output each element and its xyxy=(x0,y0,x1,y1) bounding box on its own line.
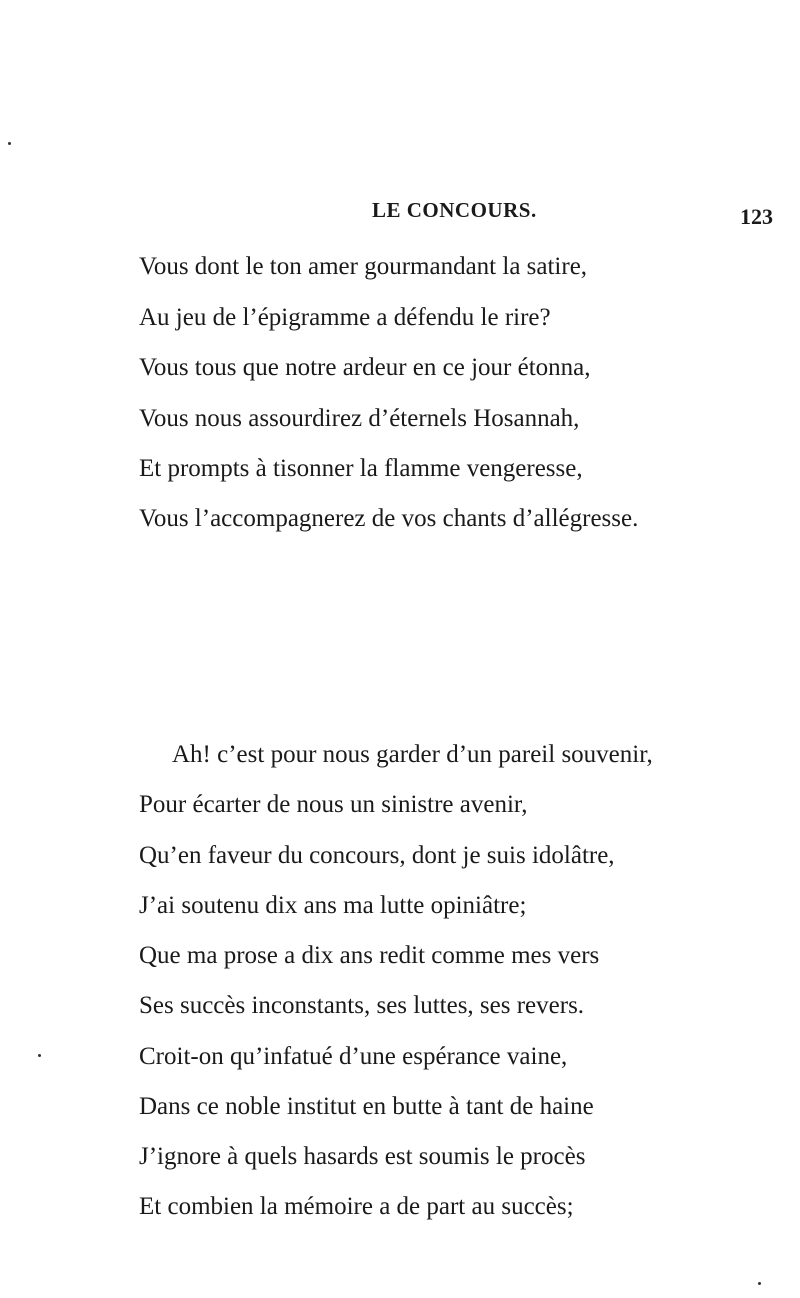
verse-line: Qu’en faveur du concours, dont je suis idolâtre, xyxy=(139,842,615,869)
verse-line: Au jeu de l’épigramme a défendu le rire? xyxy=(139,304,551,331)
verse-line: Vous l’accompagnerez de vos chants d’allégresse. xyxy=(139,505,639,532)
verse-line: Que ma prose a dix ans redit comme mes vers xyxy=(139,942,600,969)
verse-line: J’ignore à quels hasards est soumis le procès xyxy=(139,1143,586,1170)
verse-line: Dans ce noble institut en butte à tant de haine xyxy=(139,1093,594,1120)
verse-line: Vous dont le ton amer gourmandant la satire, xyxy=(139,253,588,280)
ink-speck xyxy=(38,1054,41,1057)
verse-line: Vous tous que notre ardeur en ce jour étonna, xyxy=(139,354,591,381)
verse-line: Et prompts à tisonner la flamme vengeresse, xyxy=(139,455,583,482)
verse-line: Pour écarter de nous un sinistre avenir, xyxy=(139,791,528,818)
verse-line: Vous nous assourdirez d’éternels Hosannah, xyxy=(139,405,580,432)
verse-line: Et combien la mémoire a de part au succès; xyxy=(139,1193,574,1220)
page-number: 123 xyxy=(740,204,773,229)
verse-line: Croit-on qu’infatué d’une espérance vaine, xyxy=(139,1043,568,1070)
running-title: LE CONCOURS. xyxy=(372,198,537,222)
ink-speck xyxy=(8,142,11,145)
verse-line: J’ai soutenu dix ans ma lutte opiniâtre; xyxy=(139,892,527,919)
verse-line: Ses succès inconstants, ses luttes, ses revers. xyxy=(139,992,585,1019)
ink-speck xyxy=(758,1282,761,1285)
verse-line: Ah! c’est pour nous garder d’un pareil souvenir, xyxy=(172,741,653,768)
